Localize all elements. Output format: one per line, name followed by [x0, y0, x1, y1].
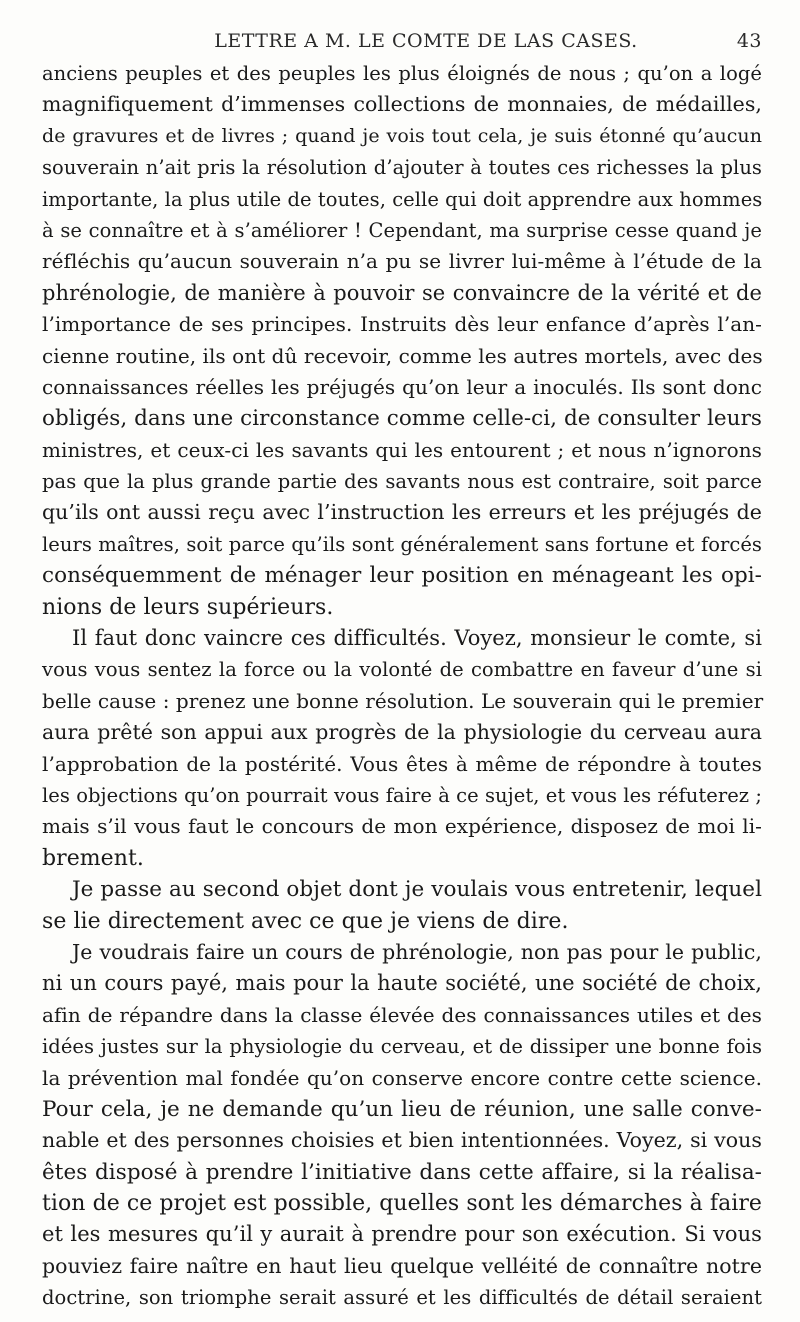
text-line: magnifiquement d’immenses collections de monnaies, de médailles,: [42, 92, 762, 117]
text-line: Je passe au second objet dont je voulais vous entretenir, lequel: [72, 877, 762, 903]
text-line: tion de ce projet est possible, quelles sont les démarches à faire: [42, 1191, 762, 1217]
text-line: afin de répandre dans la classe élevée des connaissances utiles et des: [42, 1002, 762, 1027]
text-line: idées justes sur la physiologie du cerveau, et de dissiper une bonne fois: [42, 1035, 762, 1059]
text-line: pouviez faire naître en haut lieu quelque velléité de connaître notre: [42, 1253, 762, 1278]
text-line: nions de leurs supérieurs.: [42, 594, 334, 620]
text-line: pas que la plus grande partie des savants nous est contraire, soit parce: [42, 470, 762, 494]
text-line: l’importance de ses principes. Instruits dès leur enfance d’après l’an-: [42, 312, 762, 337]
text-line: les objections qu’on pourrait vous faire à ce sujet, et vous les réfuterez ;: [42, 783, 762, 807]
text-line: obligés, dans une circonstance comme celle-ci, de consulter leurs: [42, 406, 762, 432]
page-number: 43: [736, 30, 762, 52]
text-line: à se connaître et à s’améliorer ! Cependant, ma surprise cesse quand je: [42, 218, 762, 242]
text-line: anciens peuples et des peuples les plus éloignés de nous ; qu’on a logé: [42, 62, 762, 85]
text-line: souverain n’ait pris la résolution d’ajouter à toutes ces richesses la plus: [42, 156, 762, 180]
text-line: belle cause : prenez une bonne résolution. Le souverain qui le premier: [42, 688, 764, 713]
text-line: Il faut donc vaincre ces difficultés. Voyez, monsieur le comte, si: [72, 626, 762, 651]
paragraph-4: [42, 937, 762, 1314]
text-line: brement.: [42, 845, 144, 871]
text-line: Pour cela, je ne demande qu’un lieu de réunion, une salle conve-: [42, 1096, 762, 1122]
text-line: phrénologie, de manière à pouvoir se convaincre de la vérité et de: [42, 280, 762, 305]
text-line: conséquemment de ménager leur position en ménageant les opi-: [42, 563, 762, 589]
text-line: ministres, et ceux-ci les savants qui les entourent ; et nous n’ignorons: [42, 437, 762, 462]
text-line: leurs maîtres, soit parce qu’ils sont généralement sans fortune et forcés: [42, 532, 762, 556]
text-line: ni un cours payé, mais pour la haute société, une société de choix,: [42, 971, 762, 996]
text-line: l’approbation de la postérité. Vous êtes à même de répondre à toutes: [42, 751, 762, 776]
text-line: la prévention mal fondée qu’on conserve encore contre cette science.: [42, 1065, 762, 1090]
paragraph-3: [42, 874, 762, 937]
text-line: qu’ils ont aussi reçu avec l’instruction les erreurs et les préjugés de: [42, 500, 762, 525]
text-line: aura prêté son appui aux progrès de la physiologie du cerveau aura: [42, 720, 762, 745]
paragraph-1: [42, 58, 762, 623]
text-line: Je voudrais faire un cours de phrénologie, non pas pour le public,: [72, 939, 762, 964]
text-line: importante, la plus utile de toutes, celle qui doit apprendre aux hommes: [42, 187, 763, 211]
running-head: [40, 30, 762, 52]
text-line: connaissances réelles les préjugés qu’on leur a inoculés. Ils sont donc: [42, 374, 762, 399]
body-text: [42, 58, 762, 1314]
text-line: de gravures et de livres ; quand je vois tout cela, je suis étonné qu’aucun: [42, 124, 762, 147]
text-line: cienne routine, ils ont dû recevoir, comme les autres mortels, avec des: [42, 343, 763, 368]
text-line: mais s’il vous faut le concours de mon expérience, disposez de moi li-: [42, 814, 762, 839]
paragraph-2: [42, 623, 762, 874]
text-line: et les mesures qu’il y aurait à prendre pour son exécution. Si vous: [42, 1222, 762, 1247]
text-line: se lie directement avec ce que je viens de dire.: [42, 908, 569, 934]
text-line: êtes disposé à prendre l’initiative dans cette affaire, si la réalisa-: [42, 1159, 762, 1185]
text-line: réfléchis qu’aucun souverain n’a pu se livrer lui-même à l’étude de la: [42, 249, 762, 274]
text-line: vous vous sentez la force ou la volonté de combattre en faveur d’une si: [42, 658, 762, 682]
text-line: nable et des personnes choisies et bien intentionnées. Voyez, si vous: [42, 1128, 762, 1153]
running-title: LETTRE A M. LE COMTE DE LAS CASES.: [214, 30, 638, 52]
text-line: doctrine, son triomphe serait assuré et les difficultés de détail seraient: [42, 1286, 762, 1310]
